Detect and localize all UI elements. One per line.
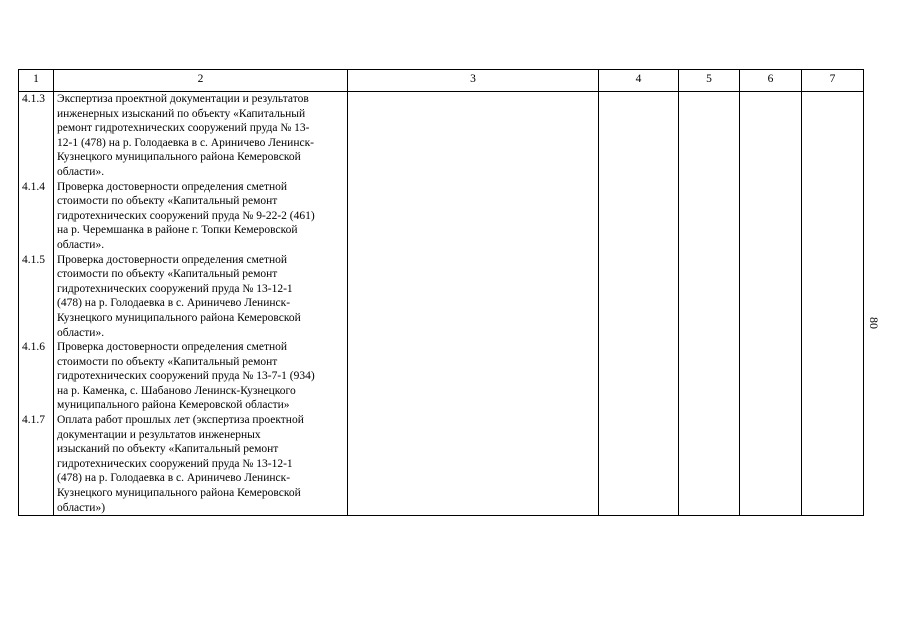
description-line: (478) на р. Голодаевка в с. Ариничево Ленинск-	[57, 472, 291, 485]
description-line: области»)	[57, 501, 106, 514]
table-body	[19, 92, 864, 516]
empty-cell-col-6	[740, 253, 802, 341]
empty-cell-col-7	[802, 180, 864, 253]
description-line: стоимости по объекту «Капитальный ремонт	[57, 268, 278, 281]
description-line: стоимости по объекту «Капитальный ремонт	[57, 355, 278, 368]
description-line: гидротехнических сооружений пруда № 13-7-1 (934)	[57, 370, 315, 383]
empty-cell-col-6	[740, 340, 802, 413]
empty-cell-col-4	[599, 340, 679, 413]
empty-cell-col-5	[679, 92, 740, 180]
empty-cell-col-4	[599, 413, 679, 516]
description-line: изысканий по объекту «Капитальный ремонт	[57, 443, 279, 456]
empty-cell-col-3	[348, 180, 599, 253]
empty-cell-col-7	[802, 92, 864, 180]
col-header-6: 6	[740, 70, 802, 92]
row-number: 4.1.5	[19, 253, 54, 341]
description-line: гидротехнических сооружений пруда № 13-12-1	[57, 282, 293, 295]
description-line: муниципального района Кемеровской области»	[57, 399, 290, 412]
row-description	[54, 180, 348, 253]
description-line: (478) на р. Голодаевка в с. Ариничево Ленинск-	[57, 297, 291, 310]
empty-cell-col-6	[740, 180, 802, 253]
description-line: области».	[57, 326, 105, 339]
empty-cell-col-3	[348, 92, 599, 180]
empty-cell-col-7	[802, 340, 864, 413]
empty-cell-col-5	[679, 413, 740, 516]
col-header-2: 2	[54, 70, 348, 92]
table-row	[19, 253, 864, 341]
col-header-5: 5	[679, 70, 740, 92]
description-line: ремонт гидротехнических сооружений пруда № 13-	[57, 122, 310, 135]
empty-cell-col-4	[599, 92, 679, 180]
description-line: на р. Черемшанка в районе г. Топки Кемеровской	[57, 224, 298, 237]
description-line: документации и результатов инженерных	[57, 428, 261, 441]
description-line: Оплата работ прошлых лет (экспертиза проектной	[57, 414, 304, 427]
description-line: на р. Каменка, с. Шабаново Ленинск-Кузнецкого	[57, 384, 296, 397]
empty-cell-col-3	[348, 413, 599, 516]
row-description	[54, 340, 348, 413]
empty-cell-col-5	[679, 180, 740, 253]
page-number: 80	[867, 317, 881, 329]
budget-table	[18, 69, 864, 516]
table-row	[19, 180, 864, 253]
empty-cell-col-6	[740, 92, 802, 180]
description-line: Кузнецкого муниципального района Кемеровской	[57, 311, 301, 324]
table-row	[19, 413, 864, 516]
description-line: гидротехнических сооружений пруда № 13-12-1	[57, 457, 293, 470]
header-row	[19, 70, 864, 92]
row-number: 4.1.4	[19, 180, 54, 253]
empty-cell-col-3	[348, 340, 599, 413]
table-row	[19, 92, 864, 180]
row-number: 4.1.3	[19, 92, 54, 180]
empty-cell-col-4	[599, 253, 679, 341]
row-number: 4.1.6	[19, 340, 54, 413]
description-line: Проверка достоверности определения сметной	[57, 341, 288, 354]
description-line: 12-1 (478) на р. Голодаевка в с. Ариничево Ленинск-	[57, 136, 314, 149]
empty-cell-col-5	[679, 253, 740, 341]
description-line: Проверка достоверности определения сметной	[57, 253, 288, 266]
row-number: 4.1.7	[19, 413, 54, 516]
col-header-3: 3	[348, 70, 599, 92]
description-line: Кузнецкого муниципального района Кемеровской	[57, 151, 301, 164]
row-description	[54, 92, 348, 180]
description-line: области».	[57, 238, 105, 251]
description-line: Кузнецкого муниципального района Кемеровской	[57, 487, 301, 500]
col-header-4: 4	[599, 70, 679, 92]
description-line: Экспертиза проектной документации и результатов	[57, 93, 309, 105]
description-line: стоимости по объекту «Капитальный ремонт	[57, 195, 278, 208]
empty-cell-col-6	[740, 413, 802, 516]
empty-cell-col-4	[599, 180, 679, 253]
empty-cell-col-3	[348, 253, 599, 341]
row-description	[54, 413, 348, 516]
empty-cell-col-7	[802, 253, 864, 341]
empty-cell-col-5	[679, 340, 740, 413]
table-row	[19, 340, 864, 413]
col-header-1: 1	[19, 70, 54, 92]
description-line: области».	[57, 165, 105, 178]
description-line: Проверка достоверности определения сметной	[57, 180, 288, 193]
row-description	[54, 253, 348, 341]
description-line: инженерных изысканий по объекту «Капитальный	[57, 107, 306, 120]
description-line: гидротехнических сооружений пруда № 9-22-2 (461)	[57, 209, 315, 222]
empty-cell-col-7	[802, 413, 864, 516]
col-header-7: 7	[802, 70, 864, 92]
